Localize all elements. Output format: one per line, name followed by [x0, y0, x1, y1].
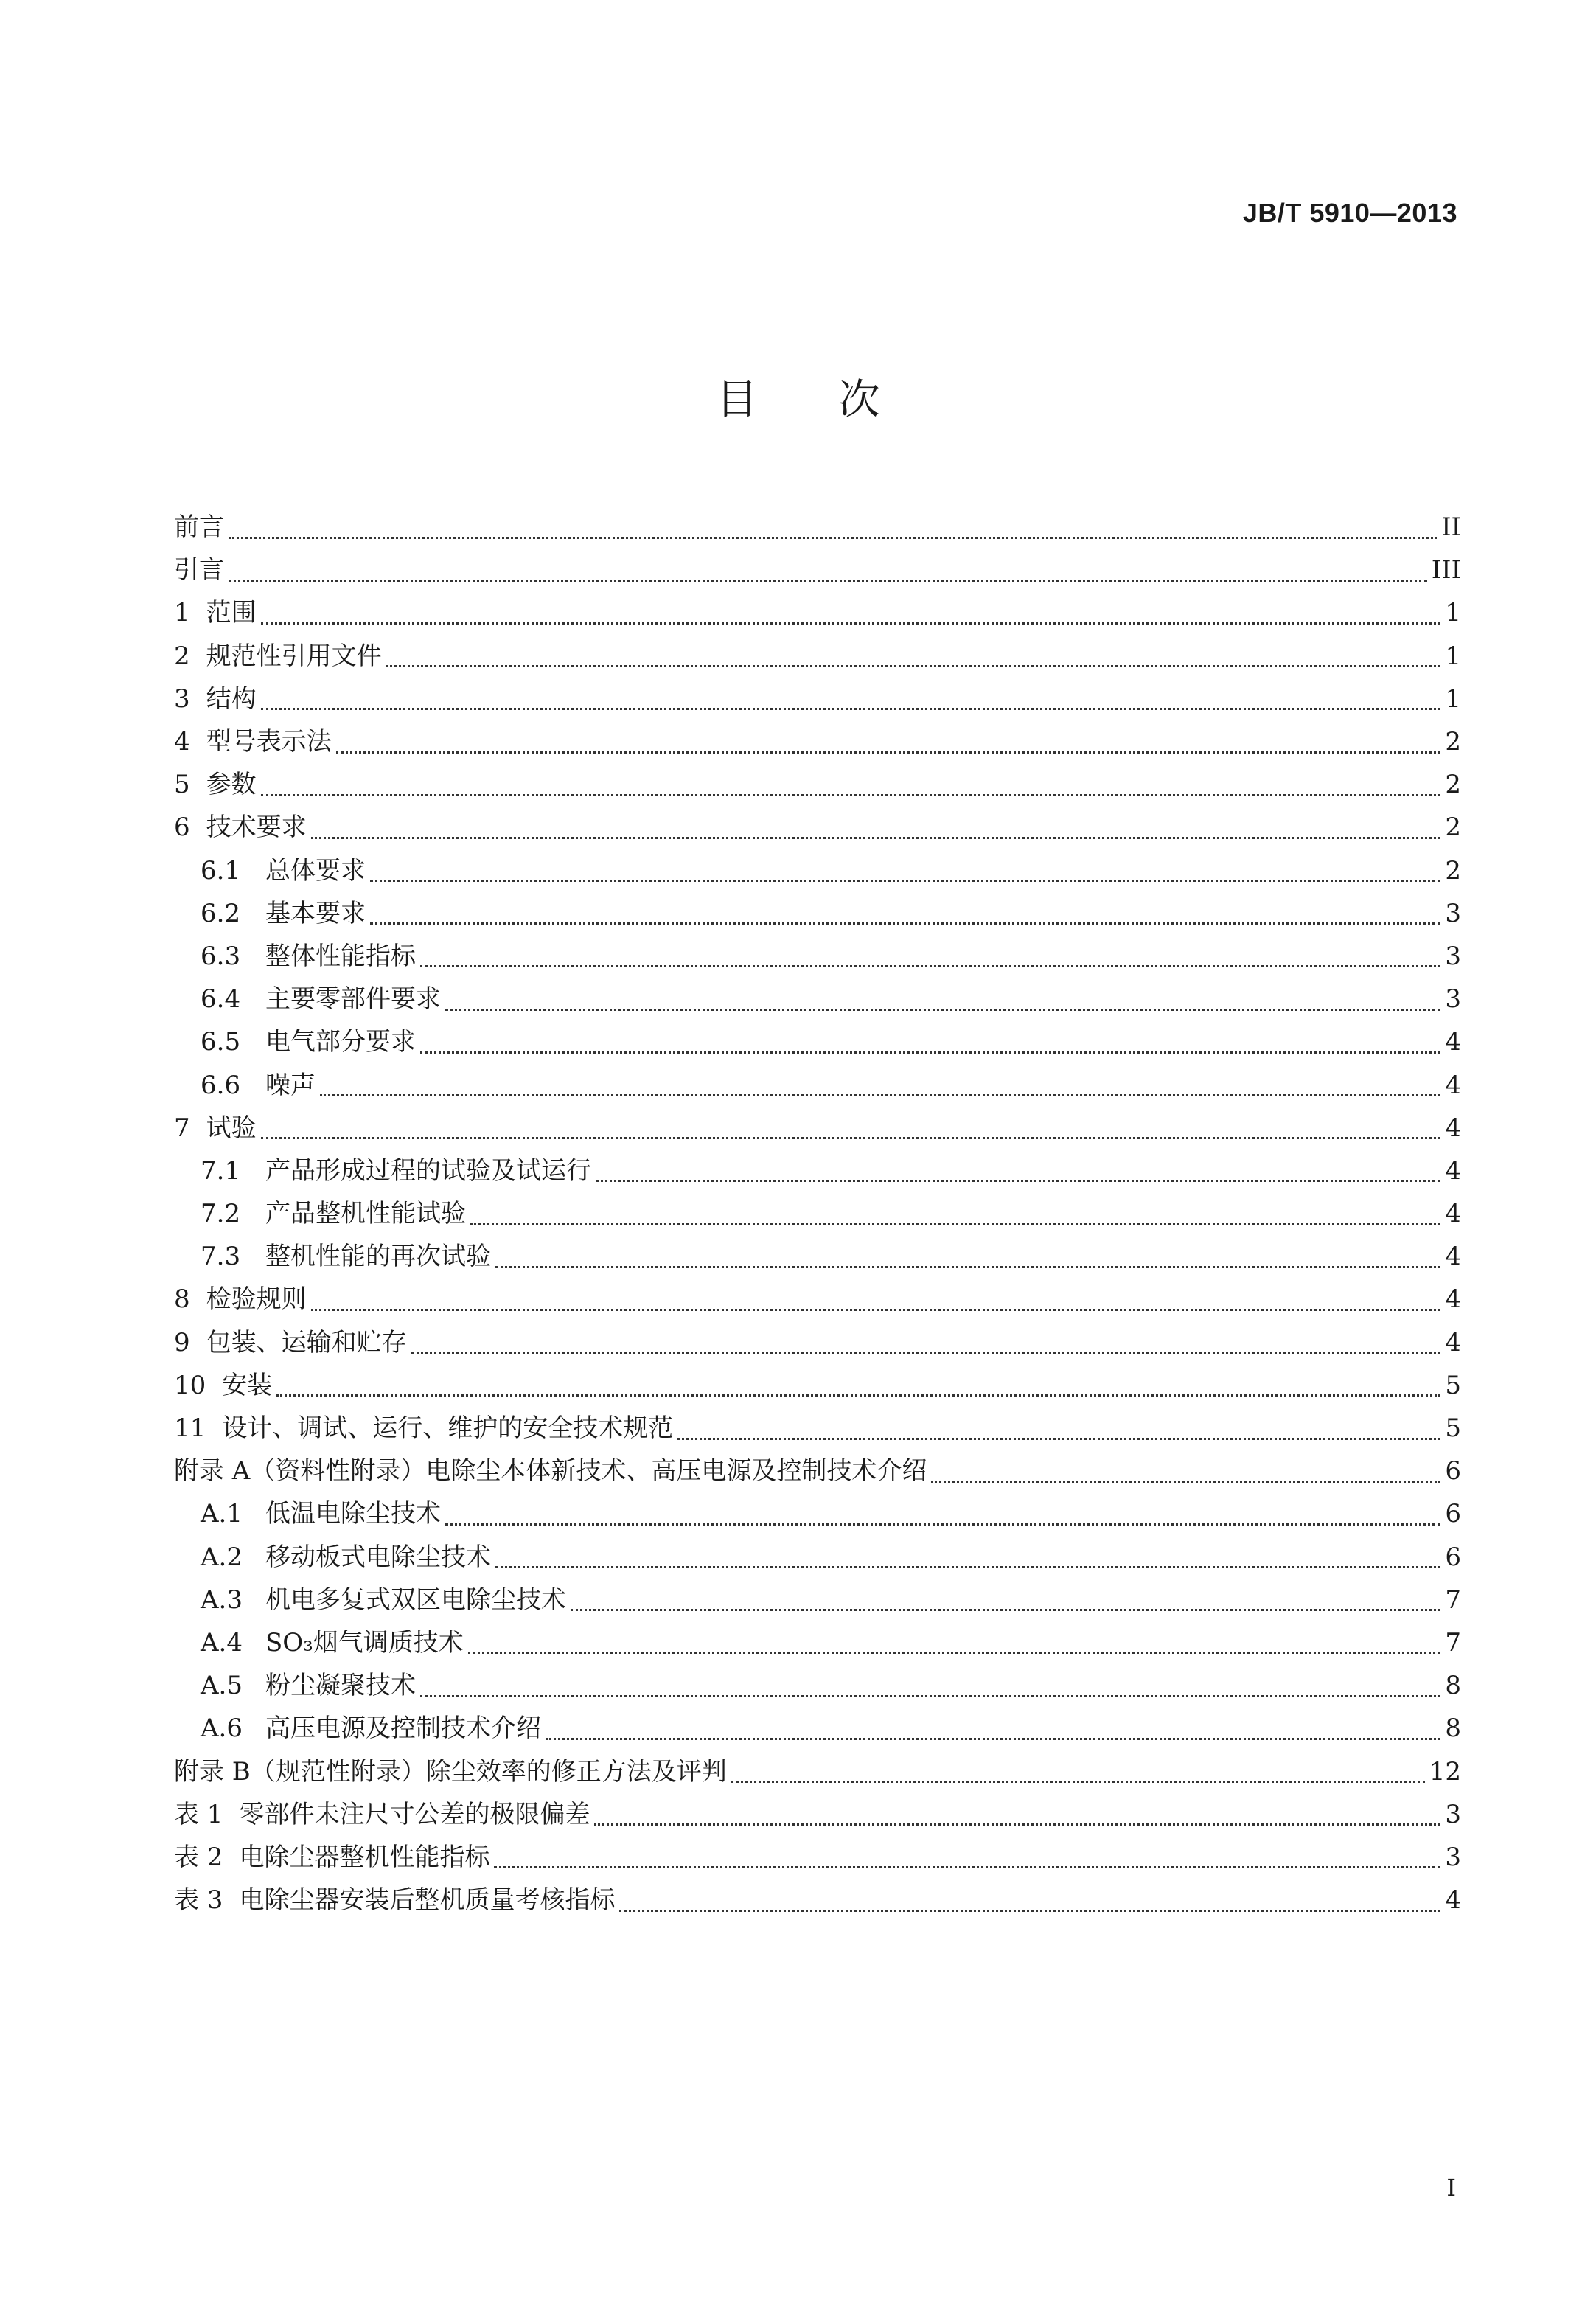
- page-title: 目次: [716, 376, 961, 424]
- toc-leader-dots: [261, 1107, 1440, 1139]
- toc-leader-dots: [420, 936, 1440, 967]
- toc-entry-page: 6: [1445, 1499, 1461, 1529]
- toc-entry-title: 机电多复式双区电除尘技术: [265, 1585, 566, 1615]
- toc-entry-title: 总体要求: [265, 855, 366, 886]
- toc-entry-title: 安装: [222, 1370, 273, 1400]
- toc-entry[interactable]: [174, 1192, 1461, 1235]
- toc-entry[interactable]: [174, 1579, 1461, 1621]
- toc-entry[interactable]: [174, 1879, 1461, 1921]
- toc-entry-title: 电气部分要求: [265, 1027, 416, 1057]
- toc-entry-title: 结构: [206, 684, 257, 714]
- toc-entry-title: 基本要求: [265, 898, 366, 928]
- toc-entry-page: 5: [1445, 1370, 1461, 1400]
- toc-entry[interactable]: [174, 1235, 1461, 1278]
- toc-entry[interactable]: [174, 549, 1461, 591]
- toc-entry-title: 整体性能指标: [265, 941, 416, 971]
- toc-entry-number: 表 1: [174, 1799, 223, 1829]
- toc-entry-page: III: [1431, 555, 1461, 585]
- toc-entry-number: 9: [174, 1327, 190, 1357]
- toc-entry-page: 2: [1445, 855, 1461, 886]
- toc-entry-number: 6.6: [201, 1070, 241, 1100]
- toc-leader-dots: [445, 979, 1440, 1011]
- toc-entry-page: 4: [1445, 1327, 1461, 1357]
- toc-leader-dots: [546, 1708, 1440, 1740]
- toc-leader-dots: [311, 807, 1440, 839]
- toc-entry-title: 高压电源及控制技术介绍: [265, 1714, 541, 1744]
- toc-leader-dots: [495, 1537, 1440, 1568]
- toc-entry[interactable]: [174, 1707, 1461, 1750]
- toc-entry[interactable]: [174, 635, 1461, 678]
- toc-entry-page: 1: [1445, 684, 1461, 714]
- toc-entry-page: 1: [1445, 641, 1461, 671]
- toc-entry-number: A.6: [201, 1714, 243, 1744]
- toc-entry[interactable]: [174, 892, 1461, 935]
- toc-entry[interactable]: [174, 1450, 1461, 1492]
- toc-entry-page: 4: [1445, 1199, 1461, 1229]
- toc-entry-title: 前言: [174, 512, 224, 543]
- toc-entry-title: SO₃烟气调质技术: [265, 1627, 464, 1658]
- toc-entry[interactable]: [174, 1750, 1461, 1792]
- toc-entry-title: 规范性引用文件: [206, 641, 382, 671]
- toc-leader-dots: [276, 1365, 1440, 1397]
- toc-entry-page: 3: [1445, 941, 1461, 971]
- toc-leader-dots: [470, 1194, 1440, 1225]
- toc-leader-dots: [571, 1579, 1440, 1611]
- toc-entry[interactable]: [174, 1621, 1461, 1664]
- toc-entry-page: 7: [1445, 1627, 1461, 1658]
- toc-entry-page: II: [1441, 512, 1461, 543]
- toc-leader-dots: [495, 1237, 1440, 1268]
- toc-entry[interactable]: [174, 1063, 1461, 1106]
- toc-leader-dots: [445, 1494, 1440, 1526]
- toc-leader-dots: [261, 765, 1440, 796]
- table-of-contents: [174, 506, 1461, 1921]
- toc-entry-page: 4: [1445, 1070, 1461, 1100]
- toc-entry-title: 产品形成过程的试验及试运行: [265, 1155, 591, 1186]
- toc-entry-page: 4: [1445, 1885, 1461, 1916]
- toc-entry-page: 2: [1445, 813, 1461, 843]
- toc-leader-dots: [677, 1408, 1440, 1440]
- toc-leader-dots: [320, 1065, 1440, 1096]
- toc-entry-number: 6.2: [201, 898, 241, 928]
- toc-leader-dots: [931, 1451, 1440, 1483]
- toc-entry-number: 3: [174, 684, 190, 714]
- toc-entry[interactable]: [174, 591, 1461, 634]
- toc-entry-number: 8: [174, 1284, 190, 1315]
- toc-leader-dots: [311, 1279, 1440, 1311]
- toc-entry-title: 粉尘凝聚技术: [265, 1671, 416, 1701]
- toc-leader-dots: [594, 1794, 1440, 1826]
- toc-entry-page: 3: [1445, 984, 1461, 1015]
- toc-entry-number: 2: [174, 641, 190, 671]
- toc-entry[interactable]: [174, 1278, 1461, 1321]
- toc-entry[interactable]: [174, 1364, 1461, 1407]
- toc-entry-title: 包装、运输和贮存: [206, 1327, 407, 1357]
- toc-entry-page: 1: [1445, 598, 1461, 628]
- toc-entry-title: 技术要求: [206, 813, 307, 843]
- toc-entry[interactable]: [174, 1793, 1461, 1836]
- toc-entry-title: 电除尘器整机性能指标: [239, 1842, 490, 1872]
- toc-leader-dots: [370, 893, 1440, 925]
- toc-entry-page: 3: [1445, 1799, 1461, 1829]
- toc-entry-title: 整机性能的再次试验: [265, 1242, 491, 1272]
- toc-entry-number: A.4: [201, 1627, 243, 1658]
- toc-leader-dots: [420, 1022, 1440, 1054]
- toc-leader-dots: [411, 1322, 1440, 1354]
- toc-leader-dots: [619, 1880, 1440, 1912]
- toc-leader-dots: [468, 1622, 1440, 1654]
- toc-entry-page: 4: [1445, 1242, 1461, 1272]
- toc-entry[interactable]: [174, 678, 1461, 720]
- toc-entry-page: 3: [1445, 898, 1461, 928]
- toc-entry-page: 2: [1445, 770, 1461, 800]
- toc-entry-number: 7: [174, 1113, 190, 1143]
- toc-leader-dots: [494, 1837, 1440, 1868]
- toc-entry-page: 4: [1445, 1284, 1461, 1315]
- toc-entry-title: 参数: [206, 770, 257, 800]
- toc-entry-number: 7.1: [201, 1155, 241, 1186]
- toc-entry-number: 5: [174, 770, 190, 800]
- toc-leader-dots: [386, 636, 1440, 667]
- toc-entry-title: 移动板式电除尘技术: [265, 1542, 491, 1572]
- toc-entry-number: 表 3: [174, 1885, 223, 1916]
- toc-entry-page: 8: [1445, 1671, 1461, 1701]
- toc-leader-dots: [261, 593, 1440, 625]
- toc-entry-title: 低温电除尘技术: [265, 1499, 441, 1529]
- toc-leader-dots: [229, 507, 1437, 539]
- toc-entry-page: 6: [1445, 1456, 1461, 1486]
- toc-entry-title: 型号表示法: [206, 727, 332, 757]
- toc-entry[interactable]: [174, 1107, 1461, 1150]
- toc-entry-number: 7.3: [201, 1242, 241, 1272]
- toc-leader-dots: [596, 1150, 1440, 1182]
- toc-entry[interactable]: [174, 1321, 1461, 1364]
- toc-entry-page: 3: [1445, 1842, 1461, 1872]
- toc-entry-title: 产品整机性能试验: [265, 1199, 466, 1229]
- toc-entry[interactable]: [174, 1664, 1461, 1707]
- page-number: I: [1446, 2174, 1456, 2202]
- toc-entry-title: 主要零部件要求: [265, 984, 441, 1015]
- toc-entry-number: A.3: [201, 1585, 243, 1615]
- toc-entry-title: 设计、调试、运行、维护的安全技术规范: [222, 1413, 674, 1444]
- toc-entry-title: 电除尘器安装后整机质量考核指标: [239, 1885, 616, 1916]
- toc-entry-title: 试验: [206, 1113, 257, 1143]
- toc-entry-title: 零部件未注尺寸公差的极限偏差: [239, 1799, 590, 1829]
- toc-entry[interactable]: [174, 849, 1461, 892]
- toc-entry-number: A.2: [201, 1542, 243, 1572]
- toc-entry[interactable]: [174, 1150, 1461, 1192]
- toc-entry-title: 引言: [174, 555, 224, 585]
- toc-entry-page: 12: [1429, 1756, 1461, 1787]
- toc-leader-dots: [731, 1751, 1425, 1783]
- toc-entry-page: 6: [1445, 1542, 1461, 1572]
- toc-entry-number: 1: [174, 598, 190, 628]
- toc-entry-title: 检验规则: [206, 1284, 307, 1315]
- document-code: JB/T 5910—2013: [1242, 198, 1457, 228]
- toc-entry-number: A.1: [201, 1499, 243, 1529]
- toc-entry-number: 表 2: [174, 1842, 223, 1872]
- toc-entry-title: 噪声: [265, 1070, 316, 1100]
- toc-entry[interactable]: [174, 763, 1461, 806]
- toc-leader-dots: [420, 1666, 1440, 1697]
- toc-entry[interactable]: [174, 1536, 1461, 1579]
- toc-entry-number: A.5: [201, 1671, 243, 1701]
- toc-entry[interactable]: [174, 720, 1461, 763]
- toc-entry-number: 11: [174, 1413, 206, 1444]
- toc-leader-dots: [370, 850, 1440, 882]
- toc-leader-dots: [336, 722, 1440, 754]
- toc-entry-number: 6.3: [201, 941, 241, 971]
- toc-entry-page: 4: [1445, 1027, 1461, 1057]
- toc-entry-page: 7: [1445, 1585, 1461, 1615]
- toc-entry-title: 附录 A（资料性附录）电除尘本体新技术、高压电源及控制技术介绍: [174, 1456, 927, 1486]
- toc-entry-number: 10: [174, 1370, 206, 1400]
- toc-entry[interactable]: [174, 1020, 1461, 1063]
- toc-entry-number: 6.5: [201, 1027, 241, 1057]
- toc-entry-title: 附录 B（规范性附录）除尘效率的修正方法及评判: [174, 1756, 727, 1787]
- toc-entry-page: 2: [1445, 727, 1461, 757]
- toc-entry-number: 4: [174, 727, 190, 757]
- toc-entry[interactable]: [174, 1492, 1461, 1535]
- toc-entry-page: 8: [1445, 1714, 1461, 1744]
- toc-entry[interactable]: [174, 978, 1461, 1020]
- toc-leader-dots: [229, 550, 1427, 582]
- toc-entry[interactable]: [174, 806, 1461, 849]
- toc-leader-dots: [261, 678, 1440, 710]
- toc-entry-number: 6: [174, 813, 190, 843]
- toc-entry-page: 4: [1445, 1113, 1461, 1143]
- toc-entry-page: 4: [1445, 1155, 1461, 1186]
- toc-entry[interactable]: [174, 1407, 1461, 1450]
- toc-entry[interactable]: [174, 506, 1461, 549]
- toc-entry-number: 6.1: [201, 855, 241, 886]
- toc-entry-page: 5: [1445, 1413, 1461, 1444]
- toc-entry[interactable]: [174, 935, 1461, 978]
- toc-entry-title: 范围: [206, 598, 257, 628]
- toc-entry[interactable]: [174, 1836, 1461, 1879]
- toc-entry-number: 7.2: [201, 1199, 241, 1229]
- toc-entry-number: 6.4: [201, 984, 241, 1015]
